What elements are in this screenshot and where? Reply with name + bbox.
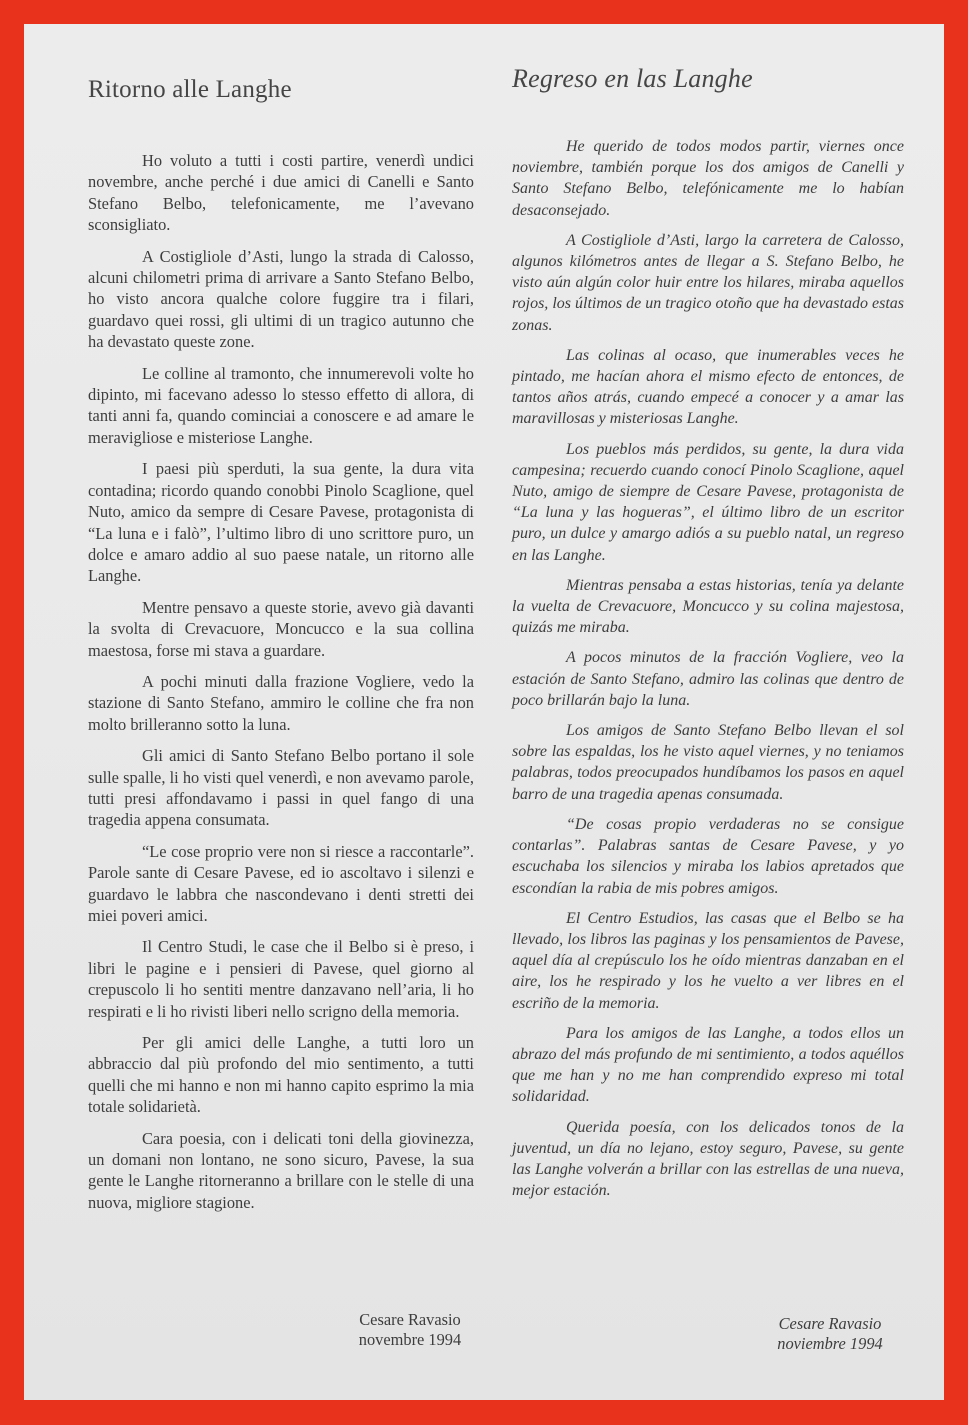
italian-paragraph-6: A pochi minuti dalla frazione Vogliere, vedo la stazione di Santo Stefano, ammiro le colline che fra non molto brilleranno sotto la luna. xyxy=(88,671,474,734)
italian-paragraph-2: A Costigliole d’Asti, lungo la strada di Calosso, alcuni chilometri prima di arrivare a Santo Stefano Belbo, ho visto ancora qualche colore fuggire tra i filari, guardavo quei rossi, gli ultimi di un tragico autunno che ha devastato queste zone. xyxy=(88,246,474,352)
italian-paragraph-1: Ho voluto a tutti i costi partire, venerdì undici novembre, anche perché i due amici di Canelli e Santo Stefano Belbo, telefonicamente, me l’avevano sconsigliato. xyxy=(88,151,474,235)
italian-paragraph-5: Mentre pensavo a queste storie, avevo già davanti la svolta di Crevacuore, Moncucco e la sua collina maestosa, forse mi stava a guardare. xyxy=(88,597,474,660)
spanish-paragraph-11: Querida poesía, con los delicados tonos de la juventud, un día no lejano, estoy seguro, Pavese, su gente las Langhe volverán a brillar con las estrellas de una nueva, mejor estación. xyxy=(512,1118,904,1200)
italian-title: Ritorno alle Langhe xyxy=(88,76,292,103)
italian-paragraph-3: Le colline al tramonto, che innumerevoli volte ho dipinto, mi facevano adesso lo stesso effetto di allora, di tanti anni fa, quando cominciai a conoscere e ad amare le meravigliose e misteriose Langhe. xyxy=(88,363,474,447)
italian-paragraph-9: Il Centro Studi, le case che il Belbo si è preso, i libri le pagine e i pensieri di Pavese, quel giorno al crepuscolo li ho sentiti mentre danzavano nell’aria, li ho respirati e li ho rivisti liberi nello scrigno della memoria. xyxy=(88,937,474,1021)
spanish-paragraph-2: A Costigliole d’Asti, largo la carretera de Calosso, algunos kilómetros antes de llegar a S. Stefano Belbo, he visto aún algún color huir entre los hilares, miraba aquellos rojos, los últimos de un tragico otoño que ha devastado estas zonas. xyxy=(512,231,904,334)
spanish-signature-name: Cesare Ravasio xyxy=(778,1314,882,1333)
spanish-paragraph-5: Mientras pensaba a estas historias, tenía ya delante la vuelta de Crevacuore, Moncucco y su colina majestosa, quizás me miraba. xyxy=(512,576,904,637)
spanish-signature-date: noviembre 1994 xyxy=(777,1334,883,1353)
spanish-paragraph-10: Para los amigos de las Langhe, a todos ellos un abrazo del más profundo de mi sentimiento, a todos aquéllos que me han y no me han comprendido expreso mi total solidaridad. xyxy=(512,1024,904,1106)
italian-paragraph-11: Cara poesia, con i delicati toni della giovinezza, un domani non lontano, ne sono sicuro, Pavese, la sua gente le Langhe ritorneranno a brillare con le stelle di una nuova, migliore stagione. xyxy=(88,1128,474,1212)
italian-paragraph-4: I paesi più sperduti, la sua gente, la dura vita contadina; ricordo quando conobbi Pinolo Scaglione, quel Nuto, amico da sempre di Cesare Pavese, protagonista di “La luna e i falò”, l’ultimo libro di uno scrittore puro, un dolce e amaro addio al suo paese natale, un ritorno alle Langhe. xyxy=(88,459,474,586)
italian-signature-date: novembre 1994 xyxy=(358,1330,462,1349)
spanish-paragraph-1: He querido de todos modos partir, viernes once noviembre, también porque los dos amigos de Canelli y Santo Stefano Belbo, telefónicamente me lo habían desaconsejado. xyxy=(512,138,904,219)
spanish-title: Regreso en las Langhe xyxy=(512,64,753,93)
spanish-paragraph-4: Los pueblos más perdidos, su gente, la dura vida campesina; recuerdo cuando conocí Pinolo Scaglione, aquel Nuto, amigo de siempre de Cesare Pavese, protagonista de “La luna y las hogueras”, el último libro de un escritor puro, un dulce y amargo adiós a su pueblo natal, un regreso en las Langhe. xyxy=(512,440,904,564)
spanish-paragraph-9: El Centro Estudios, las casas que el Belbo se ha llevado, los libros las paginas y los pensamientos de Pavese, aquel día al crepúsculo los he oído mientras danzaban en el aire, los he respirado y los he vuelto a ver libres en el escriño de la memoria. xyxy=(512,909,904,1012)
italian-paragraph-8: “Le cose proprio vere non si riesce a raccontarle”. Parole sante di Cesare Pavese, ed io ascoltavo i silenzi e guardavo le labbra che nascondevano i denti stretti dei miei poveri amici. xyxy=(88,841,474,925)
italian-signature-name: Cesare Ravasio xyxy=(359,1310,461,1329)
italian-paragraph-10: Per gli amici delle Langhe, a tutti loro un abbraccio dal più profondo del mio sentimento, a tutti quelli che mi hanno e non mi hanno capito esprimo la mia totale solidarietà. xyxy=(88,1033,474,1117)
document-page xyxy=(24,24,944,1400)
spanish-paragraph-7: Los amigos de Santo Stefano Belbo llevan el sol sobre las espaldas, los he visto aquel viernes, y no teniamos palabras, todos preocupados hundíbamos los pasos en aquel barro de una tragedia apenas consumada. xyxy=(512,722,904,803)
spanish-paragraph-3: Las colinas al ocaso, que inumerables veces he pintado, me hacían ahora el mismo efecto de entonces, de tantos años atrás, cuando empecé a conocer y a amar las maravillosas y misteriosas Langhe. xyxy=(512,346,904,428)
italian-column xyxy=(88,64,474,1223)
italian-paragraph-7: Gli amici di Santo Stefano Belbo portano il sole sulle spalle, li ho visti quel venerdì, e non avevamo parole, tutti presi affondavamo i passi in quel fango di una tragedia appena consumata. xyxy=(88,746,474,830)
spanish-paragraph-8: “De cosas propio verdaderas no se consigue contarlas”. Palabras santas de Cesare Pavese, y yo escuchaba los silencios y miraba los labios apretados que escondían la rabia de mis pobres amigos. xyxy=(512,815,904,897)
spanish-paragraph-6: A pocos minutos de la fracción Vogliere, veo la estación de Santo Stefano, admiro las colinas que dentro de poco brillarán bajo la luna. xyxy=(512,649,904,709)
italian-signature xyxy=(340,1310,480,1350)
spanish-column xyxy=(512,64,904,1210)
spanish-signature xyxy=(760,1314,900,1354)
